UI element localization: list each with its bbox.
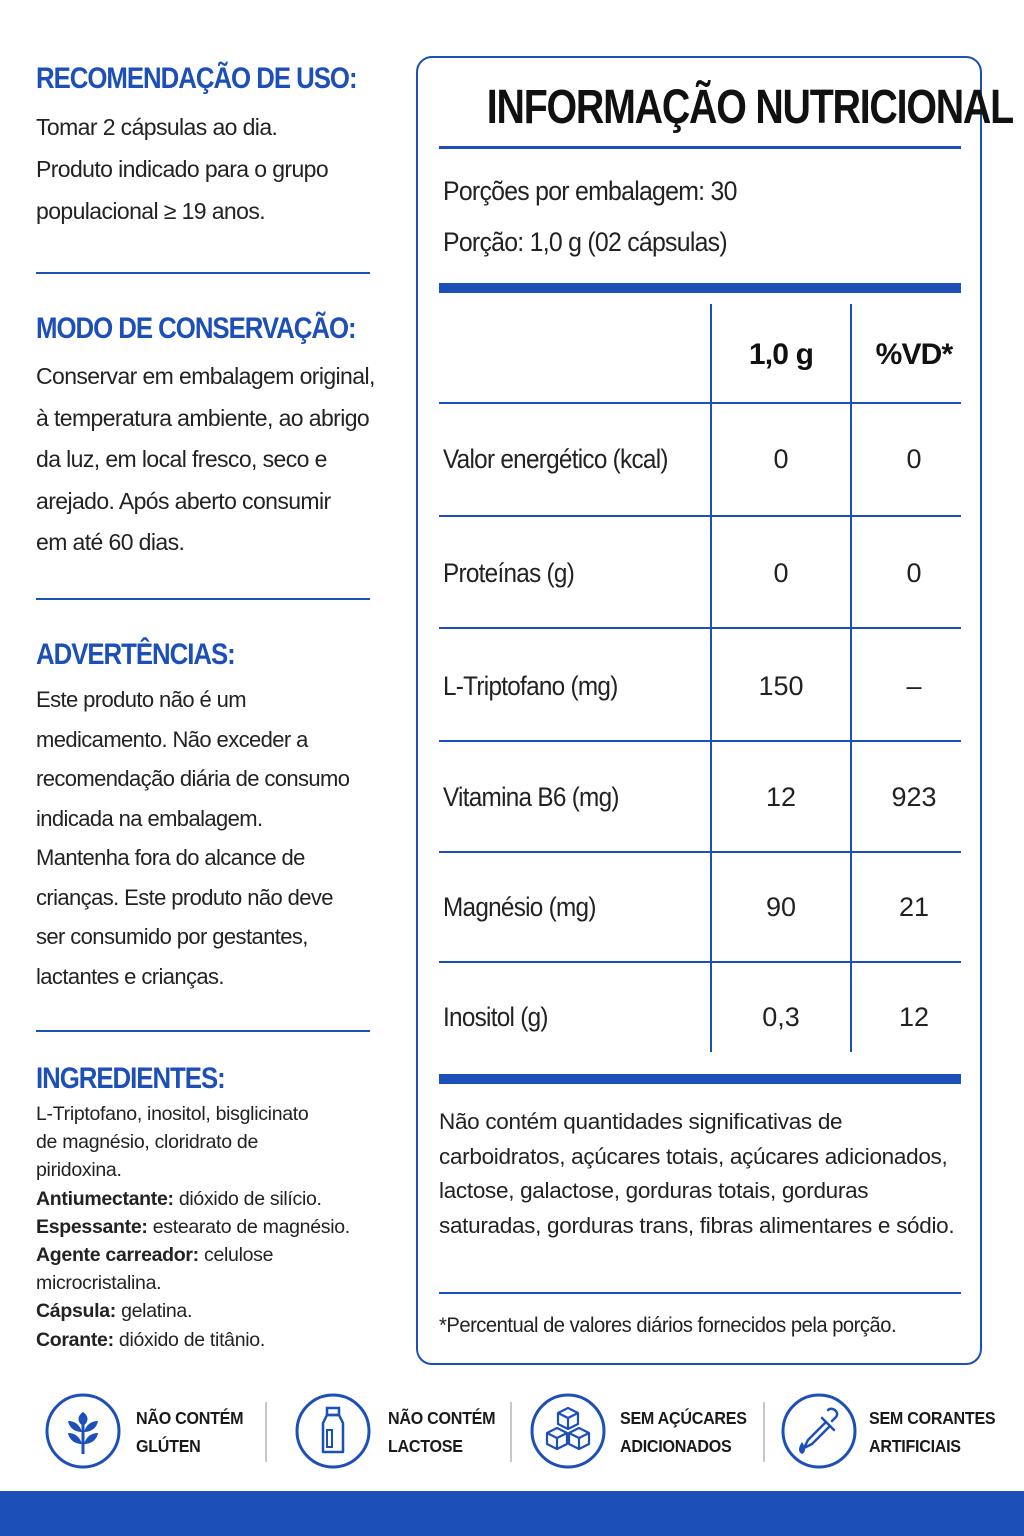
- row-divider: [439, 515, 961, 517]
- row-divider: [439, 851, 961, 853]
- text-line: Este produto não é um: [36, 687, 246, 712]
- nutrient-amount: 0: [773, 444, 789, 474]
- ingredient-line: [36, 1326, 376, 1354]
- divider: [36, 1030, 370, 1032]
- ingredient-value: gelatina.: [115, 1300, 193, 1323]
- section-title-ingredientes: INGREDIENTES:: [36, 1062, 225, 1095]
- ingredient-label: Corante:: [36, 1328, 114, 1351]
- text-line: populacional ≥ 19 anos.: [36, 198, 266, 224]
- footnote-divider: [439, 1292, 961, 1294]
- nutrient-vd: 21: [898, 892, 930, 922]
- badge-line: NÃO CONTÉM: [388, 1408, 496, 1428]
- row-divider: [439, 740, 961, 742]
- row-divider: [439, 627, 961, 629]
- section-ingredientes: [36, 1062, 376, 1354]
- ingredient-label: Antiumectante:: [36, 1187, 174, 1210]
- badge-line: SEM CORANTES: [869, 1408, 996, 1428]
- text-line: crianças. Este produto não deve: [36, 884, 333, 910]
- row-divider: [439, 402, 961, 404]
- section-conservacao: [36, 312, 376, 564]
- text-line: ser consumido por gestantes,: [36, 924, 308, 949]
- dropper-icon: [780, 1392, 858, 1470]
- footnote: *Percentual de valores diários fornecidos pela porção.: [439, 1314, 897, 1337]
- ingredient-line: [36, 1269, 376, 1297]
- text-line: Produto indicado para o grupo: [36, 156, 329, 182]
- badge-line: GLÚTEN: [136, 1436, 201, 1456]
- badge-line: ARTIFICIAIS: [869, 1436, 961, 1456]
- nutrient-amount: 0,3: [762, 1002, 800, 1032]
- nutrient-vd: 0: [906, 558, 922, 588]
- text-line: L-Triptofano, inositol, bisglicinato: [36, 1103, 309, 1125]
- text-line: arejado. Após aberto consumir: [36, 487, 331, 514]
- sugar-cubes-icon: [529, 1392, 607, 1470]
- nutrient-amount: 150: [758, 671, 804, 701]
- row-divider: [439, 961, 961, 963]
- thick-divider: [439, 1074, 961, 1084]
- section-recomendacao: [36, 62, 376, 232]
- ingredient-line: [36, 1241, 376, 1269]
- recomendacao-text: [36, 106, 376, 232]
- badge-separator: [265, 1402, 267, 1462]
- text-line: piridoxina.: [36, 1159, 122, 1182]
- left-column: [36, 62, 376, 232]
- nutrient-amount: 12: [765, 782, 797, 812]
- divider: [36, 272, 370, 274]
- badge-line: NÃO CONTÉM: [136, 1408, 244, 1428]
- text-line: à temperatura ambiente, ao abrigo: [36, 404, 370, 431]
- badge-line: ADICIONADOS: [620, 1436, 732, 1456]
- section-title-recomendacao: RECOMENDAÇÃO DE USO:: [36, 62, 357, 95]
- text-line: indicada na embalagem.: [36, 805, 263, 831]
- thick-divider: [439, 283, 961, 293]
- badge-line: LACTOSE: [388, 1436, 463, 1456]
- text-line: de magnésio, cloridrato de: [36, 1131, 259, 1154]
- ingredient-value: dióxido de silício.: [173, 1187, 322, 1210]
- text-line: lactantes e crianças.: [36, 963, 224, 989]
- text-line: Tomar 2 cápsulas ao dia.: [36, 114, 278, 140]
- ingredient-line: [36, 1185, 376, 1213]
- nutrient-label: Magnésio (mg): [443, 892, 596, 922]
- nutrition-title: INFORMAÇÃO NUTRICIONAL: [486, 81, 1013, 134]
- nutrient-amount: 90: [765, 892, 797, 922]
- column-header-vd: %VD*: [875, 338, 953, 371]
- nutrient-label: L-Triptofano (mg): [443, 671, 618, 701]
- text-line: em até 60 dias.: [36, 529, 185, 555]
- ingredient-label: Cápsula:: [36, 1300, 116, 1323]
- nutrient-vd: 0: [906, 444, 922, 474]
- ingredient-value: microcristalina.: [36, 1272, 162, 1295]
- ingredient-label: Espessante:: [36, 1215, 148, 1238]
- section-title-advertencias: ADVERTÊNCIAS:: [36, 638, 235, 671]
- section-advertencias: [36, 638, 376, 996]
- nutrient-label: Proteínas (g): [443, 558, 575, 588]
- servings-per-package: Porções por embalagem: 30: [443, 176, 737, 206]
- bottom-bar: [0, 1491, 1024, 1536]
- badge-gluten: [136, 1404, 243, 1460]
- nutrient-vd: 12: [898, 1002, 930, 1032]
- badge-separator: [510, 1402, 512, 1462]
- column-header-amount: 1,0 g: [748, 338, 814, 371]
- divider: [36, 598, 370, 600]
- badge-sugar: [620, 1404, 747, 1460]
- text-line: medicamento. Não exceder a: [36, 726, 308, 752]
- nutrient-label: Inositol (g): [443, 1002, 548, 1032]
- conservacao-text: [36, 356, 376, 564]
- milk-bottle-icon: [294, 1392, 372, 1470]
- ingredient-value: celulose: [198, 1244, 274, 1267]
- advertencias-text: [36, 680, 376, 996]
- ingredient-value: dióxido de titânio.: [113, 1328, 265, 1351]
- wheat-icon: [44, 1392, 122, 1470]
- section-title-conservacao: MODO DE CONSERVAÇÃO:: [36, 312, 356, 345]
- ingredientes-text: [36, 1100, 376, 1354]
- ingredient-line: [36, 1297, 376, 1325]
- title-divider: [439, 146, 961, 149]
- ingredient-value: estearato de magnésio.: [147, 1215, 350, 1238]
- text-line: recomendação diária de consumo: [36, 766, 350, 791]
- text-line: Mantenha fora do alcance de: [36, 845, 305, 870]
- badge-lactose: [388, 1404, 495, 1460]
- badge-line: SEM AÇÚCARES: [620, 1408, 747, 1428]
- nutrition-note: Não contém quantidades significativas de carboidratos, açúcares totais, açúcares adicionados, lactose, galactose, gorduras totais, gorduras saturadas, gorduras trans, fibras alimentares e sódio.: [439, 1109, 955, 1238]
- ingredient-label: Agente carreador:: [36, 1244, 199, 1267]
- text-line: Conservar em embalagem original,: [36, 363, 375, 389]
- nutrient-vd: 923: [891, 782, 937, 812]
- nutrient-amount: 0: [773, 558, 789, 588]
- text-line: da luz, em local fresco, seco e: [36, 446, 327, 472]
- nutrient-vd: –: [906, 671, 922, 701]
- nutrient-label: Vitamina B6 (mg): [443, 782, 619, 812]
- badge-colorants: [869, 1404, 995, 1460]
- nutrient-label: Valor energético (kcal): [443, 444, 668, 474]
- ingredient-line: [36, 1213, 376, 1241]
- badge-separator: [763, 1402, 765, 1462]
- serving-size: Porção: 1,0 g (02 cápsulas): [443, 227, 727, 257]
